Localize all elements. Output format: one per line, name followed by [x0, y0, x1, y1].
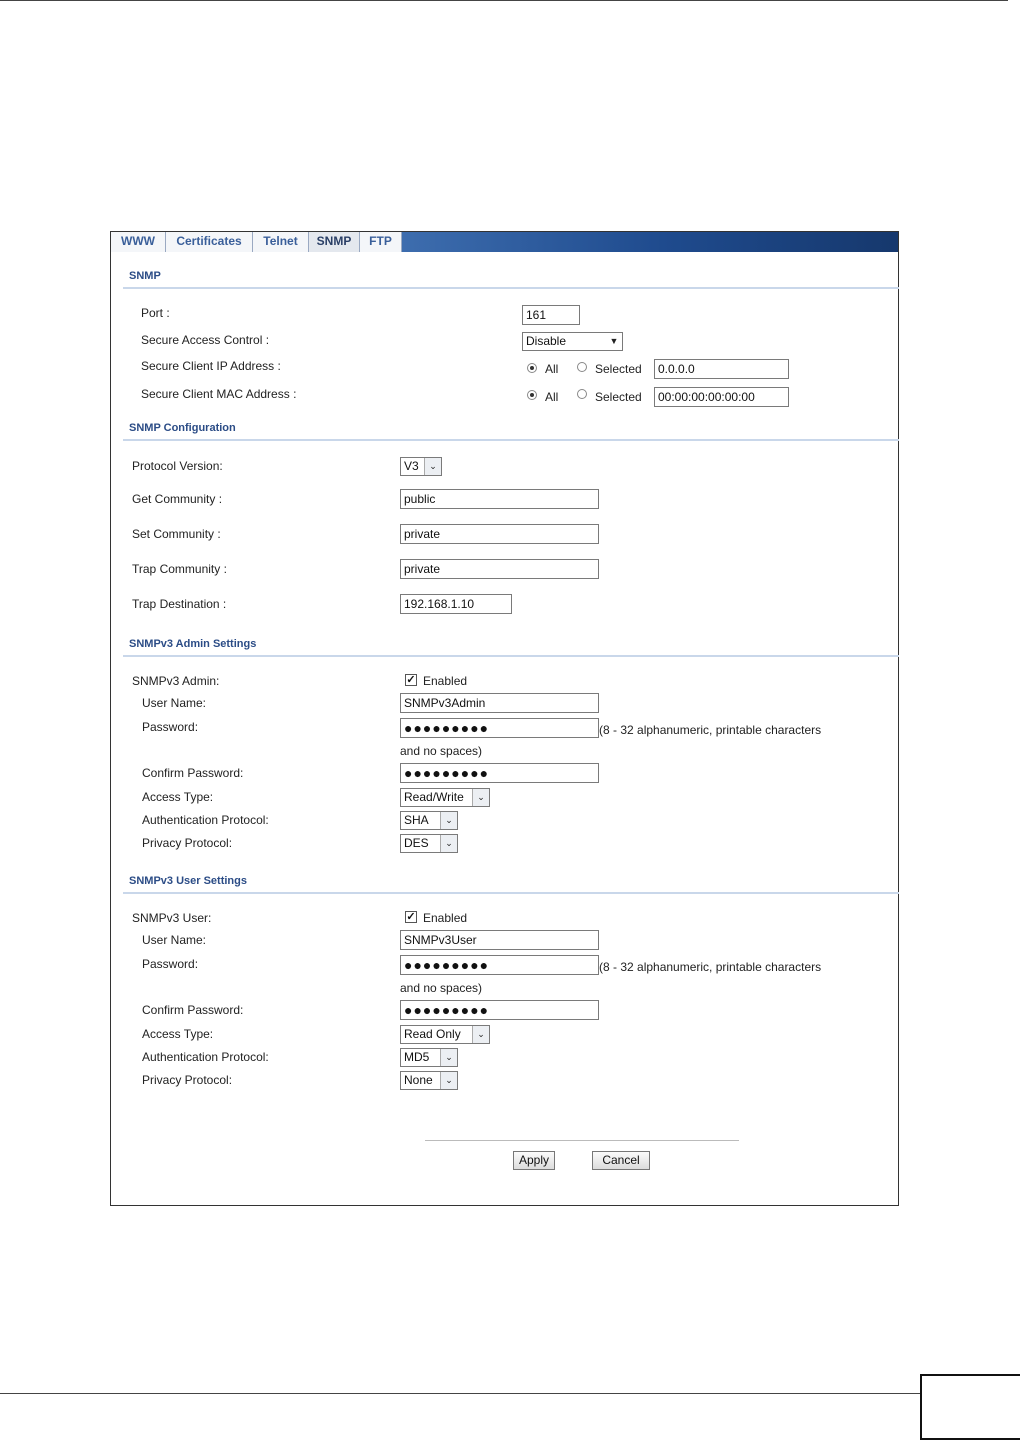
secure-access-value: Disable — [526, 334, 567, 348]
set-community-input[interactable]: private — [400, 524, 599, 544]
user-access-label: Access Type: — [142, 1027, 214, 1041]
user-enabled-label: Enabled — [423, 911, 468, 925]
section-divider — [123, 655, 899, 657]
admin-password-label: Password: — [142, 720, 199, 734]
chevron-down-icon: ⌄ — [472, 1026, 489, 1043]
protocol-version-label: Protocol Version: — [132, 459, 223, 473]
client-ip-selected-radio[interactable] — [577, 362, 587, 372]
user-auth-value: MD5 — [404, 1050, 430, 1064]
user-enable-label: SNMPv3 User: — [132, 911, 212, 925]
client-ip-selected-label: Selected — [595, 362, 642, 376]
user-password-hint-cont: and no spaces) — [400, 981, 483, 995]
user-access-value: Read Only — [404, 1027, 461, 1041]
get-community-input[interactable]: public — [400, 489, 599, 509]
admin-auth-value: SHA — [404, 813, 429, 827]
admin-password-hint-cont: and no spaces) — [400, 744, 483, 758]
admin-username-label: User Name: — [142, 696, 207, 710]
trap-destination-label: Trap Destination : — [132, 597, 227, 611]
access-control-panel — [110, 231, 899, 1206]
client-mac-selected-radio[interactable] — [577, 389, 587, 399]
user-password-input[interactable]: ●●●●●●●●● — [400, 955, 599, 975]
client-mac-selected-label: Selected — [595, 390, 642, 404]
section-divider — [123, 892, 899, 894]
section-divider — [123, 287, 899, 289]
get-community-label: Get Community : — [132, 492, 223, 506]
snmp-section-title: SNMP — [129, 270, 161, 282]
user-privacy-value: None — [404, 1073, 433, 1087]
user-confirm-input[interactable]: ●●●●●●●●● — [400, 1000, 599, 1020]
chevron-down-icon: ▼ — [606, 333, 622, 350]
page-bottom-rule — [0, 1393, 922, 1394]
apply-button[interactable]: Apply — [513, 1151, 555, 1170]
client-ip-all-label: All — [545, 362, 559, 376]
tab-bar — [111, 232, 898, 252]
admin-access-value: Read/Write — [404, 790, 464, 804]
section-divider — [123, 439, 899, 441]
protocol-version-select[interactable] — [400, 457, 442, 476]
user-privacy-select[interactable] — [400, 1071, 458, 1090]
chevron-down-icon: ⌄ — [424, 458, 441, 475]
user-auth-select[interactable] — [400, 1048, 458, 1067]
user-enabled-checkbox[interactable] — [405, 911, 417, 923]
admin-password-input[interactable]: ●●●●●●●●● — [400, 718, 599, 738]
snmp-config-section-title: SNMP Configuration — [129, 422, 236, 434]
client-ip-input[interactable]: 0.0.0.0 — [654, 359, 789, 379]
tab-telnet[interactable]: Telnet — [253, 232, 309, 252]
chevron-down-icon: ⌄ — [472, 789, 489, 806]
admin-privacy-value: DES — [404, 836, 429, 850]
client-mac-input[interactable]: 00:00:00:00:00:00 — [654, 387, 789, 407]
trap-community-input[interactable]: private — [400, 559, 599, 579]
secure-access-label: Secure Access Control : — [141, 333, 270, 347]
tab-certificates[interactable]: Certificates — [166, 232, 253, 252]
page-top-rule — [0, 0, 1008, 1]
set-community-label: Set Community : — [132, 527, 221, 541]
protocol-version-value: V3 — [404, 459, 419, 473]
user-username-input[interactable]: SNMPv3User — [400, 930, 599, 950]
chevron-down-icon: ⌄ — [440, 1072, 457, 1089]
button-divider — [425, 1140, 739, 1141]
chevron-down-icon: ⌄ — [440, 812, 457, 829]
admin-enable-label: SNMPv3 Admin: — [132, 674, 220, 688]
client-mac-all-radio[interactable] — [527, 390, 537, 400]
client-mac-all-label: All — [545, 390, 559, 404]
trap-destination-input[interactable]: 192.168.1.10 — [400, 594, 512, 614]
admin-privacy-label: Privacy Protocol: — [142, 836, 233, 850]
chevron-down-icon: ⌄ — [440, 835, 457, 852]
checkmark-icon: ✓ — [406, 674, 416, 686]
admin-access-label: Access Type: — [142, 790, 214, 804]
admin-confirm-label: Confirm Password: — [142, 766, 244, 780]
admin-access-select[interactable] — [400, 788, 490, 807]
admin-auth-label: Authentication Protocol: — [142, 813, 269, 827]
admin-section-title: SNMPv3 Admin Settings — [129, 638, 257, 650]
user-privacy-label: Privacy Protocol: — [142, 1073, 233, 1087]
chevron-down-icon: ⌄ — [440, 1049, 457, 1066]
admin-username-input[interactable]: SNMPv3Admin — [400, 693, 599, 713]
admin-auth-select[interactable] — [400, 811, 458, 830]
admin-privacy-select[interactable] — [400, 834, 458, 853]
checkmark-icon: ✓ — [406, 911, 416, 923]
user-password-label: Password: — [142, 957, 199, 971]
user-confirm-label: Confirm Password: — [142, 1003, 244, 1017]
user-username-label: User Name: — [142, 933, 207, 947]
page-number-box — [920, 1374, 1020, 1440]
user-section-title: SNMPv3 User Settings — [129, 875, 247, 887]
user-access-select[interactable] — [400, 1025, 490, 1044]
trap-community-label: Trap Community : — [132, 562, 227, 576]
cancel-button[interactable]: Cancel — [592, 1151, 650, 1170]
user-auth-label: Authentication Protocol: — [142, 1050, 269, 1064]
user-password-hint: (8 - 32 alphanumeric, printable characters — [599, 960, 822, 974]
port-input[interactable]: 161 — [522, 305, 580, 325]
admin-password-hint: (8 - 32 alphanumeric, printable characters — [599, 723, 822, 737]
admin-enabled-label: Enabled — [423, 674, 468, 688]
secure-access-select[interactable] — [522, 332, 623, 351]
tab-snmp[interactable]: SNMP — [309, 232, 360, 252]
tab-ftp[interactable]: FTP — [360, 232, 402, 252]
admin-enabled-checkbox[interactable] — [405, 674, 417, 686]
client-ip-label: Secure Client IP Address : — [141, 359, 281, 373]
admin-confirm-input[interactable]: ●●●●●●●●● — [400, 763, 599, 783]
client-ip-all-radio[interactable] — [527, 363, 537, 373]
client-mac-label: Secure Client MAC Address : — [141, 387, 297, 401]
port-label: Port : — [141, 306, 170, 320]
tab-www[interactable]: WWW — [111, 232, 166, 252]
